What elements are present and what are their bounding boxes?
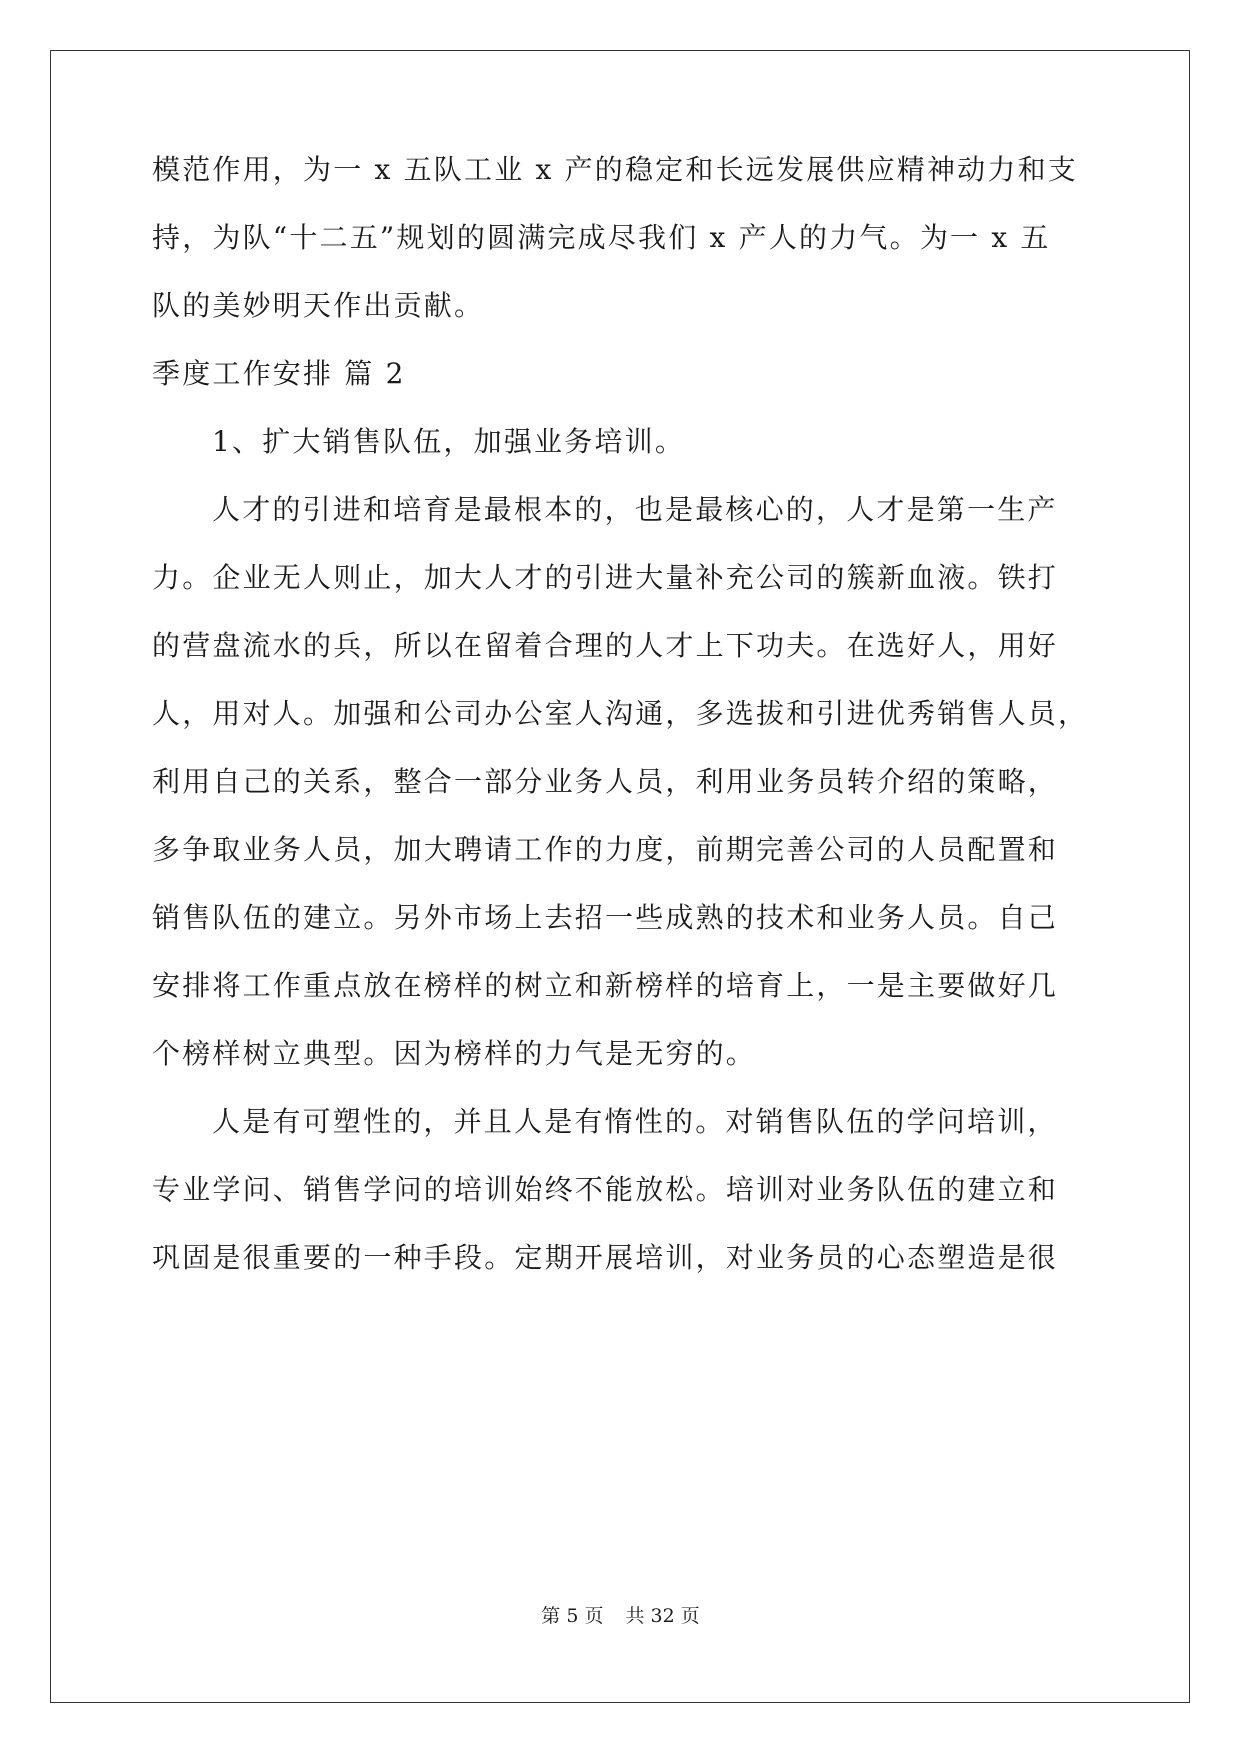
text-line: 安排将工作重点放在榜样的树立和新榜样的培育上，一是主要做好几: [152, 969, 1059, 1002]
text-line: 持，为队“十二五”规划的圆满完成尽我们 x 产人的力气。为一 x 五: [152, 221, 1051, 254]
page-number: 第 5 页: [541, 1605, 604, 1627]
page-footer: [0, 1604, 1241, 1628]
text-line: 模范作用，为一 x 五队工业 x 产的稳定和长远发展供应精神动力和支: [152, 153, 1078, 186]
text-line: 的营盘流水的兵，所以在留着合理的人才上下功夫。在选好人，用好: [152, 629, 1059, 662]
text-line: 巩固是很重要的一种手段。定期开展培训，对业务员的心态塑造是很: [152, 1241, 1059, 1274]
text-line: 专业学问、销售学问的培训始终不能放松。培训对业务队伍的建立和: [152, 1173, 1059, 1206]
text-line: 队的美妙明天作出贡献。: [152, 289, 485, 322]
paragraph-first-line: 人才的引进和培育是最根本的，也是最核心的，人才是第一生产: [212, 493, 1058, 526]
text-line: 人，用对人。加强和公司办公室人沟通，多选拔和引进优秀销售人员，: [152, 697, 1089, 730]
text-line: 个榜样树立典型。因为榜样的力气是无穷的。: [152, 1037, 757, 1070]
text-line: 力。企业无人则止，加大人才的引进大量补充公司的簇新血液。铁打: [152, 561, 1059, 594]
subheading: 1、扩大销售队伍，加强业务培训。: [212, 425, 686, 458]
total-pages: 共 32 页: [625, 1605, 700, 1627]
paragraph-first-line: 人是有可塑性的，并且人是有惰性的。对销售队伍的学问培训，: [212, 1105, 1058, 1138]
text-line: 销售队伍的建立。另外市场上去招一些成熟的技术和业务人员。自己: [152, 901, 1059, 934]
text-line: 多争取业务人员，加大聘请工作的力度，前期完善公司的人员配置和: [152, 833, 1059, 866]
text-line: 利用自己的关系，整合一部分业务人员，利用业务员转介绍的策略，: [152, 765, 1059, 798]
section-heading: 季度工作安排 篇 2: [152, 357, 406, 390]
